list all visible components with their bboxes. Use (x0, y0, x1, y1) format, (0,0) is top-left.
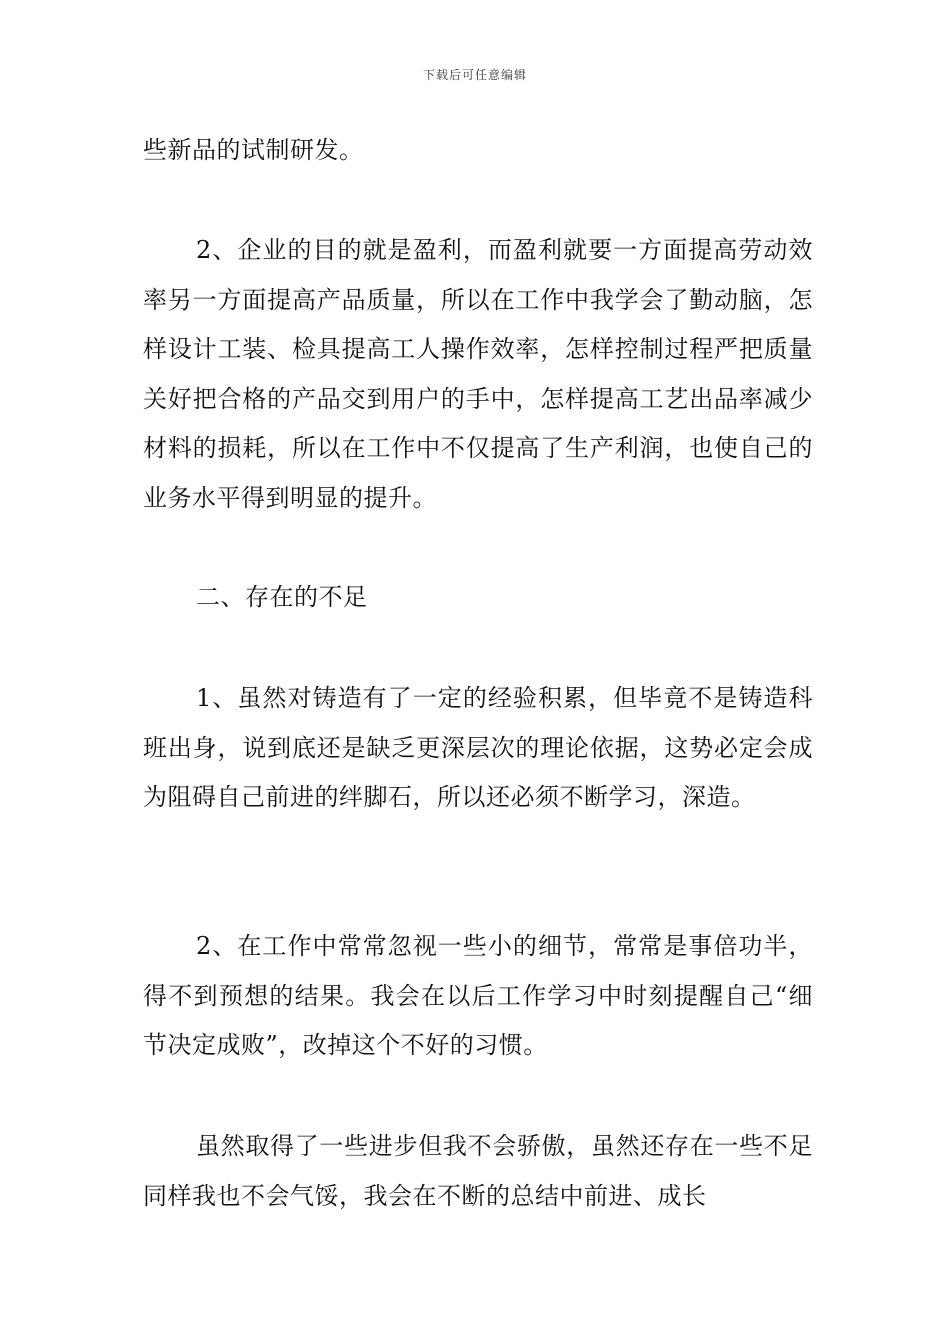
paragraph-detail-shortcoming: 2、在工作中常常忽视一些小的细节，常常是事倍功半，得不到预想的结果。我会在以后工作学习中时刻提醒自己“细节决定成败”，改掉这个不好的习惯。 (143, 932, 813, 1059)
paragraph-efficiency-quality: 2、企业的目的就是盈利，而盈利就要一方面提高劳动效率另一方面提高产品质量，所以在工作中我学会了勤动脑，怎样设计工装、检具提高工人操作效率，怎样控制过程严把质量关好把合格的产品交到用户的手中，怎样提高工艺出品率减少材料的损耗，所以在工作中不仅提高了生产利润，也使自己的业务水平得到明显的提升。 (143, 236, 813, 512)
paragraph-conclusion: 虽然取得了一些进步但我不会骄傲，虽然还存在一些不足同样我也不会气馁，我会在不断的总结中前进、成长 (143, 1132, 813, 1210)
section-heading-shortcomings: 二、存在的不足 (196, 583, 368, 611)
page-header: 下载后可任意编辑 (422, 68, 527, 82)
paragraph-theory-shortcoming: 1、虽然对铸造有了一定的经验积累，但毕竟不是铸造科班出身，说到底还是缺乏更深层次的理论依据，这势必定会成为阻碍自己前进的绊脚石，所以还必须不断学习，深造。 (143, 684, 813, 811)
paragraph-continuation: 些新品的试制研发。 (143, 136, 364, 164)
